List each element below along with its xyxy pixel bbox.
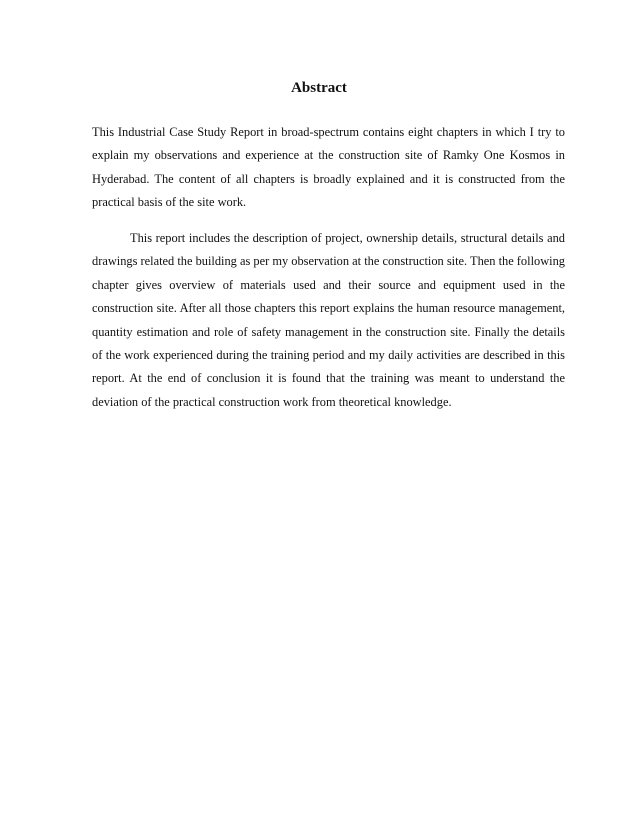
abstract-paragraph-2: This report includes the description of project, ownership details, structural details and drawings related the building as per my observation at the construction site. Then the following chapter gives overview of materials used and their source and equipment used in the construction site. After all those chapters this report explains the human resource management, quantity estimation and role of safety management in the construction site. Finally the details of the work experienced during the training period and my daily activities are described in this report. At the end of conclusion it is found that the training was meant to understand the deviation of the practical construction work from theoretical knowledge. [92,231,565,409]
abstract-paragraph-1: This Industrial Case Study Report in broad-spectrum contains eight chapters in which I try to explain my observations and experience at the construction site of Ramky One Kosmos in Hyderabad. The content of all chapters is broadly explained and it is constructed from the practical basis of the site work. [92,125,565,210]
page-title: Abstract [291,80,347,96]
